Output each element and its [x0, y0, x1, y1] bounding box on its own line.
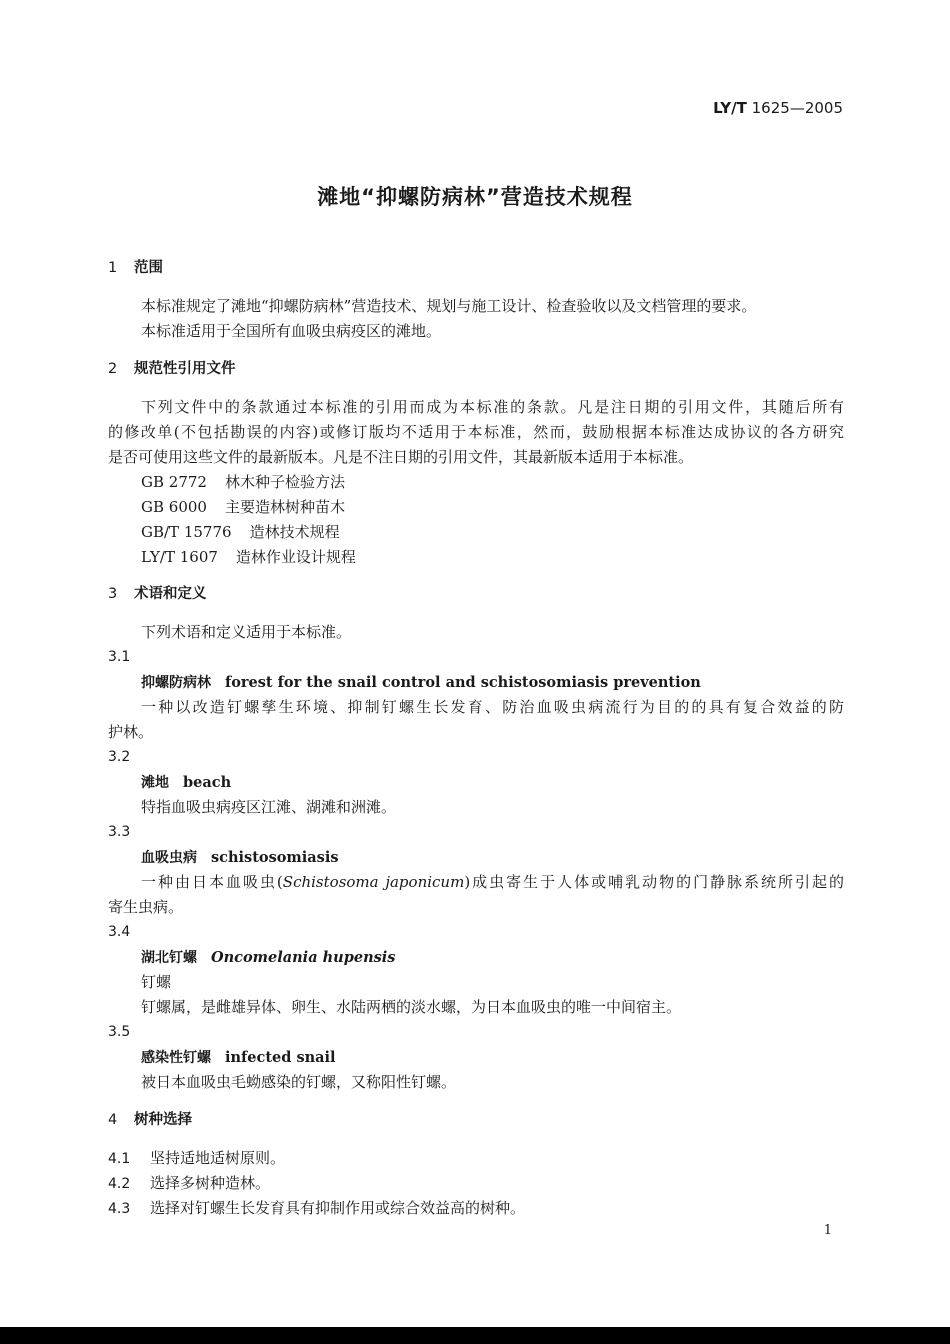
- definition-text: )成虫寄生于人体或哺乳动物的门静脉系统所引起的: [464, 873, 845, 891]
- reference-title: 造林技术规程: [249, 523, 340, 541]
- clause-text: 坚持适地适树原则。: [150, 1149, 286, 1167]
- term-number: 3.3: [108, 824, 131, 840]
- reference-code: LY/T 1607: [141, 548, 218, 566]
- standard-code-number: 1625—2005: [746, 99, 843, 117]
- standard-code-prefix: LY/T: [713, 99, 747, 117]
- term-heading: [141, 770, 844, 796]
- term-chinese: 感染性钉螺: [141, 1050, 211, 1066]
- term-english: infected snail: [225, 1049, 336, 1066]
- clause-number: 4.3: [108, 1201, 131, 1217]
- term-chinese: 滩地: [141, 775, 169, 791]
- clause-item: [108, 1171, 844, 1197]
- section-2-heading: [108, 357, 844, 382]
- reference-title: 造林作业设计规程: [235, 548, 356, 566]
- term-definition-line-2: 寄生虫病。: [108, 898, 184, 916]
- section-1-paragraph-1: 本标准规定了滩地“抑螺防病林”营造技术、规划与施工设计、检查验收以及文档管理的要求。: [141, 297, 757, 315]
- term-chinese: 湖北钉螺: [141, 950, 197, 966]
- reference-title: 主要造林树种苗木: [224, 498, 345, 516]
- term-english: beach: [183, 774, 232, 791]
- section-1-heading: [108, 256, 844, 281]
- section-title: 术语和定义: [134, 586, 207, 602]
- term-heading: [141, 845, 844, 871]
- section-number: 4: [108, 1112, 118, 1128]
- term-english: [211, 949, 395, 966]
- term-definition-line-1: 特指血吸虫病疫区江滩、湖滩和洲滩。: [141, 798, 397, 816]
- section-1-paragraph-2: 本标准适用于全国所有血吸虫病疫区的滩地。: [141, 322, 442, 340]
- clause-number: 4.1: [108, 1151, 131, 1167]
- term-number: 3.2: [108, 749, 131, 765]
- document-title: 滩地“抑螺防病林”营造技术规程: [317, 185, 633, 209]
- section-title: 树种选择: [134, 1112, 192, 1128]
- section-3-heading: [108, 582, 844, 607]
- reference-item: [141, 495, 844, 520]
- clause-text: 选择对钉螺生长发育具有抑制作用或综合效益高的树种。: [150, 1199, 526, 1217]
- standard-code: [713, 99, 843, 117]
- definition-text: 一种由日本血吸虫(: [141, 873, 283, 891]
- reference-code: GB 6000: [141, 498, 207, 516]
- reference-code: GB/T 15776: [141, 523, 232, 541]
- term-english: forest for the snail control and schistosomiasis prevention: [225, 674, 701, 691]
- clause-item: [108, 1196, 844, 1222]
- term-definition-line-1: 一种以改造钉螺孳生环境、抑制钉螺生长发育、防治血吸虫病流行为目的的具有复合效益的防: [141, 698, 844, 716]
- term-number: 3.5: [108, 1024, 131, 1040]
- section-4-heading: [108, 1108, 844, 1133]
- section-3-intro: 下列术语和定义适用于本标准。: [141, 623, 352, 641]
- term-alias: 钉螺: [141, 973, 172, 991]
- section-number: 1: [108, 260, 118, 276]
- term-heading: [141, 945, 844, 971]
- term-chinese: 抑螺防病林: [141, 675, 211, 691]
- reference-item: [141, 470, 844, 495]
- section-title: 规范性引用文件: [134, 361, 236, 377]
- reference-code: GB 2772: [141, 473, 207, 491]
- term-heading: [141, 670, 844, 696]
- term-chinese: 血吸虫病: [141, 850, 197, 866]
- term-english-italic: Oncomelania hupensis: [211, 949, 396, 966]
- term-definition-line-2: 护林。: [108, 723, 154, 741]
- clause-text: 选择多树种造林。: [150, 1174, 271, 1192]
- term-heading: [141, 1045, 844, 1071]
- term-number: 3.4: [108, 924, 131, 940]
- term-english: schistosomiasis: [211, 849, 339, 866]
- section-number: 2: [108, 361, 118, 377]
- term-number: 3.1: [108, 649, 131, 665]
- section-2-paragraph-line-2: 的修改单(不包括勘误的内容)或修订版均不适用于本标准，然而，鼓励根据本标准达成协议的各方研究: [108, 423, 844, 441]
- reference-item: [141, 545, 844, 570]
- section-2-paragraph-line-3: 是否可使用这些文件的最新版本。凡是不注日期的引用文件，其最新版本适用于本标准。: [108, 448, 694, 466]
- term-definition-line-1: [141, 870, 844, 895]
- term-definition-line-1: 钉螺属，是雌雄异体、卵生、水陆两栖的淡水螺，为日本血吸虫的唯一中间宿主。: [141, 998, 682, 1016]
- section-title: 范围: [134, 260, 163, 276]
- clause-item: [108, 1146, 844, 1172]
- bottom-edge-bar: [0, 1327, 950, 1344]
- reference-title: 林木种子检验方法: [224, 473, 345, 491]
- scientific-name: Schistosoma japonicum: [282, 873, 465, 891]
- reference-item: [141, 520, 844, 545]
- page-number: 1: [823, 1223, 832, 1238]
- section-number: 3: [108, 586, 118, 602]
- clause-number: 4.2: [108, 1176, 131, 1192]
- term-definition-line-1: 被日本血吸虫毛蚴感染的钉螺，又称阳性钉螺。: [141, 1073, 457, 1091]
- section-2-paragraph-line-1: 下列文件中的条款通过本标准的引用而成为本标准的条款。凡是注日期的引用文件，其随后所有: [141, 398, 844, 416]
